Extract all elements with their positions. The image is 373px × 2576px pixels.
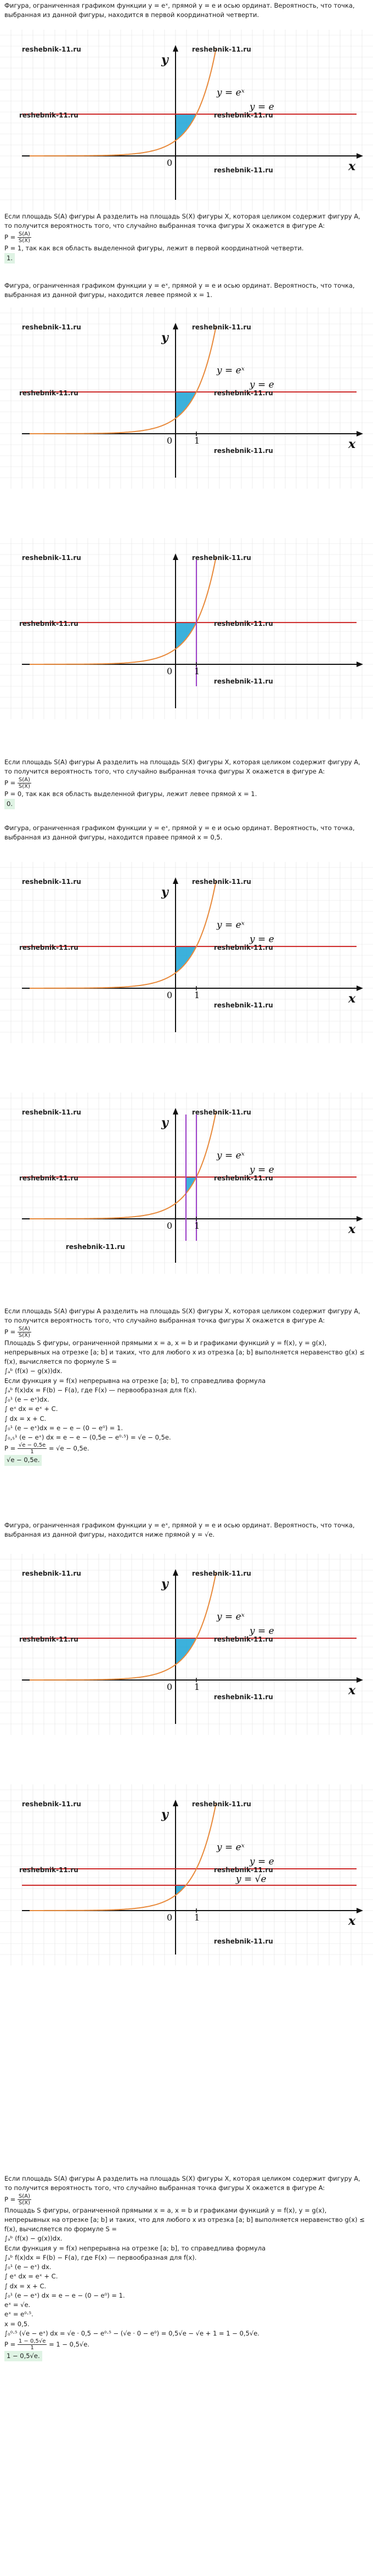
- figure-a: [0, 30, 373, 211]
- figure-d1: [0, 1554, 373, 1735]
- watermark: reshebnik-11.ru: [214, 447, 273, 455]
- solution-line: ∫₀¹ (e − eˣ)dx = e − e − (0 − e⁰) = 1.: [4, 1424, 123, 1432]
- p-tail: = √e − 0,5e.: [48, 1444, 89, 1453]
- plot-d1: [19, 1569, 363, 1724]
- line-label: y = e: [250, 379, 274, 390]
- curve-label: y = eˣ: [217, 1150, 245, 1161]
- line2-label: y = √e: [236, 1873, 267, 1885]
- x-axis-label: x: [348, 992, 356, 1006]
- watermark: reshebnik-11.ru: [214, 1636, 273, 1643]
- watermark: reshebnik-11.ru: [66, 1243, 125, 1251]
- watermark: reshebnik-11.ru: [214, 620, 273, 628]
- fraction-den: S(X): [18, 2199, 30, 2206]
- p-num: 1 − 0,5√e: [18, 2338, 46, 2344]
- fraction: [18, 777, 31, 789]
- origin-label: 0: [167, 1220, 173, 1231]
- curve-exp: [30, 1111, 216, 1219]
- formula: [4, 231, 366, 244]
- watermark: reshebnik-11.ru: [214, 1937, 273, 1945]
- watermark: reshebnik-11.ru: [214, 1174, 273, 1182]
- answer-d: 1 − 0,5√e.: [4, 2351, 42, 2361]
- watermark: reshebnik-11.ru: [19, 389, 78, 397]
- solution-line: ∫ₐᵇ (f(x) − g(x))dx.: [4, 1367, 63, 1375]
- curve-exp: [30, 1802, 216, 1911]
- explanation-text: Если площадь S(A) фигуры A разделить на площадь S(X) фигуры X, которая целиком содержит фигуру A, то получится вероятность того, что случайно выбранная точка фигуры X окажется в фигуре A:: [4, 2175, 360, 2192]
- tick-label: 1: [194, 1682, 200, 1692]
- watermark: reshebnik-11.ru: [214, 677, 273, 685]
- solution-line: ∫₀⁰·⁵ (√e − eˣ) dx = √e · 0,5 − e⁰·⁵ − (√e · 0 − e⁰) = 0,5√e − √e + 1 = 1 − 0,5√e.: [4, 2329, 259, 2337]
- solution-line: ∫ eˣ dx = eˣ + C.: [4, 2272, 58, 2281]
- figure-c1: [0, 862, 373, 1043]
- solution-line: eˣ = e⁰·⁵.: [4, 2310, 33, 2319]
- watermark: reshebnik-11.ru: [192, 1108, 251, 1116]
- watermark: reshebnik-11.ru: [214, 166, 273, 174]
- origin-label: 0: [167, 666, 173, 676]
- p-fraction: [18, 2338, 47, 2351]
- shaded-region: [176, 1638, 196, 1665]
- tick-label: 1: [194, 1220, 200, 1231]
- x-axis-label: x: [348, 159, 356, 173]
- origin-label: 0: [167, 1912, 173, 1923]
- watermark: reshebnik-11.ru: [22, 554, 81, 562]
- line-label: y = e: [250, 1856, 274, 1867]
- tick-label: 1: [194, 666, 200, 676]
- solution-line: ∫ₐᵇ (f(x) − g(x))dx.: [4, 2235, 63, 2243]
- fraction: [18, 1326, 31, 1339]
- curve-exp: [30, 326, 216, 434]
- y-axis-label: y: [161, 1116, 168, 1130]
- x-axis-label: x: [348, 1914, 356, 1928]
- problem-c: [4, 824, 366, 843]
- watermark: reshebnik-11.ru: [214, 1866, 273, 1874]
- solution-line: x = 0,5.: [4, 2320, 30, 2328]
- solution-line: ∫ dx = x + C.: [4, 2282, 47, 2290]
- solution-line: ∫₀¹ (e − eˣ) dx = e − e − (0 − e⁰) = 1.: [4, 2291, 125, 2299]
- formula-prefix: P =: [4, 1328, 16, 1336]
- solution-line: Площадь S фигуры, ограниченной прямыми x = a, x = b и графиками функций y = f(x), y = g(x), непрерывных на отрезке [a; b] и таких, что для любого x из отрезка [a; b] выполняется неравенство g(x) ≤ f(x), вычисляется по формуле S =: [4, 1339, 365, 1365]
- fraction-den: S(X): [18, 1332, 30, 1339]
- solution-line: ∫₀¹ (e − eˣ)dx.: [4, 1396, 49, 1403]
- tick-label: 1: [194, 435, 200, 446]
- fraction-num: S(A): [18, 1326, 31, 1332]
- watermark: reshebnik-11.ru: [19, 1174, 78, 1182]
- curve-label: y = eˣ: [217, 1611, 245, 1622]
- curve-exp: [30, 1572, 216, 1680]
- plot-a: [19, 45, 363, 200]
- answer-b: 0.: [4, 799, 15, 809]
- line-label: y = e: [250, 933, 274, 945]
- watermark: reshebnik-11.ru: [22, 46, 81, 53]
- p-label: P =: [4, 2340, 16, 2348]
- shaded-region: [176, 392, 196, 418]
- p-den: 1: [30, 2345, 34, 2351]
- formula: [4, 1326, 366, 1339]
- watermark: reshebnik-11.ru: [22, 323, 81, 331]
- fraction: [18, 2193, 31, 2206]
- plot-c1: [19, 877, 363, 1032]
- fraction-num: S(A): [18, 231, 31, 238]
- problem-b-explanation: [4, 758, 366, 809]
- watermark: reshebnik-11.ru: [192, 554, 251, 562]
- watermark: reshebnik-11.ru: [19, 1636, 78, 1643]
- watermark: reshebnik-11.ru: [214, 111, 273, 119]
- watermark: reshebnik-11.ru: [19, 944, 78, 951]
- watermark: reshebnik-11.ru: [214, 944, 273, 951]
- fraction: [18, 231, 31, 244]
- origin-label: 0: [167, 158, 173, 168]
- problem-c-text: Фигура, ограниченная графиком функции y = eˣ, прямой y = e и осью ординат. Вероятность, что точка, выбранная из данной фигуры, находится правее прямой x = 0,5.: [4, 824, 355, 842]
- p-tail: = 1 − 0,5√e.: [49, 2340, 89, 2348]
- watermark: reshebnik-11.ru: [19, 1866, 78, 1874]
- watermark: reshebnik-11.ru: [22, 1800, 81, 1808]
- watermark: reshebnik-11.ru: [192, 323, 251, 331]
- curve-exp: [30, 880, 216, 988]
- problem-b-text: Фигура, ограниченная графиком функции y = eˣ, прямой y = e и осью ординат. Вероятность, что точка, выбранная из данной фигуры, находится левее прямой x = 1.: [4, 282, 355, 299]
- watermark: reshebnik-11.ru: [214, 389, 273, 397]
- shaded-region: [176, 114, 196, 141]
- watermark: reshebnik-11.ru: [192, 1570, 251, 1577]
- watermark: reshebnik-11.ru: [214, 1693, 273, 1701]
- watermark: reshebnik-11.ru: [19, 111, 78, 119]
- solution-line: ∫ₐᵇ f(x)dx = F(b) − F(a), где F(x) — первообразная для f(x).: [4, 2253, 197, 2261]
- explanation-text: Если площадь S(A) фигуры A разделить на площадь S(X) фигуры X, которая целиком содержит фигуру A, то получится вероятность того, что случайно выбранная точка фигуры X окажется в фигуре A:: [4, 758, 360, 776]
- problem-b: [4, 281, 366, 300]
- problem-c-solution: [4, 1307, 366, 1466]
- x-axis-label: x: [348, 437, 356, 451]
- watermark: reshebnik-11.ru: [192, 1800, 251, 1808]
- curve-label: y = eˣ: [217, 87, 245, 98]
- line-label: y = e: [250, 1164, 274, 1175]
- solution-line: Если функция y = f(x) непрерывна на отрезке [a; b], то справедлива формула: [4, 2244, 266, 2252]
- figure-c2: [0, 1093, 373, 1274]
- watermark: reshebnik-11.ru: [22, 1108, 81, 1116]
- solution-line: Если функция y = f(x) непрерывна на отрезке [a; b], то справедлива формула: [4, 1376, 266, 1385]
- p-den: 1: [30, 1449, 34, 1455]
- conclusion: P = 1, так как вся область выделенной фигуры, лежит в первой координатной четверти.: [4, 244, 304, 252]
- solution-line: ∫₀¹ (e − eˣ) dx.: [4, 2263, 52, 2271]
- explanation-text: Если площадь S(A) фигуры A разделить на площадь S(X) фигуры X, которая целиком содержит фигуру A, то получится вероятность того, что случайно выбранная точка фигуры X окажется в фигуре A:: [4, 1307, 360, 1325]
- watermark: reshebnik-11.ru: [19, 620, 78, 628]
- formula-prefix: P =: [4, 2195, 16, 2203]
- problem-a-text: Фигура, ограниченная графиком функции y = eˣ, прямой y = e и осью ординат. Вероятность, что точка, выбранная из данной фигуры, находится в первой координатной четверти.: [4, 2, 355, 19]
- p-formula: [4, 1442, 366, 1455]
- y-axis-label: y: [161, 1577, 168, 1591]
- solution-line: Площадь S фигуры, ограниченной прямыми x = a, x = b и графиками функций y = f(x), y = g(x), непрерывных на отрезке [a; b] и таких, что для любого x из отрезка [a; b] выполняется неравенство g(x) ≤ f(x), вычисляется по формуле S =: [4, 2206, 365, 2233]
- solution-line: eˣ = √e.: [4, 2301, 31, 2309]
- curve-label: y = eˣ: [217, 920, 245, 931]
- solution-line: ∫ₐᵇ f(x)dx = F(b) − F(a), где F(x) — первообразная для f(x).: [4, 1386, 197, 1394]
- tick-label: 1: [194, 1912, 200, 1923]
- explanation-text: Если площадь S(A) фигуры A разделить на площадь S(X) фигуры X, которая целиком содержит фигуру A, то получится вероятность того, что случайно выбранная точка фигуры X окажется в фигуре A:: [4, 212, 360, 230]
- curve-exp: [30, 556, 216, 664]
- formula: [4, 777, 366, 789]
- p-label: P =: [4, 1444, 16, 1453]
- origin-label: 0: [167, 1682, 173, 1692]
- watermark: reshebnik-11.ru: [214, 1001, 273, 1009]
- y-axis-label: y: [161, 331, 168, 345]
- grid: [0, 1784, 373, 1965]
- plot-d2: [19, 1800, 363, 1955]
- x-axis-label: x: [348, 1683, 356, 1698]
- origin-label: 0: [167, 990, 173, 1000]
- line-label: y = e: [250, 1625, 274, 1637]
- problem-d-text: Фигура, ограниченная графиком функции y = eˣ, прямой y = e и осью ординат. Вероятность, что точка, выбранная из данной фигуры, находится ниже прямой y = √e.: [4, 1521, 355, 1539]
- problem-a: [4, 1, 366, 20]
- solution-line: ∫ eˣ dx = eˣ + C.: [4, 1405, 58, 1413]
- solution-line: ∫ dx = x + C.: [4, 1414, 47, 1423]
- y-axis-label: y: [161, 1807, 168, 1822]
- watermark: reshebnik-11.ru: [192, 878, 251, 886]
- plot-b2: [19, 553, 363, 708]
- fraction-den: S(X): [18, 237, 30, 244]
- shaded-region: [176, 623, 196, 649]
- formula: [4, 2193, 366, 2206]
- problem-d: [4, 1521, 366, 1540]
- problem-d-solution: [4, 2174, 366, 2361]
- p-num: √e − 0,5e: [18, 1442, 46, 1449]
- answer-c: √e − 0,5e.: [4, 1455, 42, 1465]
- line-label: y = e: [250, 101, 274, 113]
- figure-d2: [0, 1784, 373, 1965]
- watermark: reshebnik-11.ru: [22, 878, 81, 886]
- watermark: reshebnik-11.ru: [22, 1570, 81, 1577]
- x-axis-label: x: [348, 1222, 356, 1236]
- y-axis-label: y: [161, 885, 168, 899]
- problem-a-explanation: [4, 212, 366, 264]
- fraction-den: S(X): [18, 783, 30, 789]
- figure-b1: [0, 307, 373, 489]
- curve-exp: [30, 48, 216, 156]
- answer-a: 1.: [4, 253, 15, 264]
- formula-prefix: P =: [4, 233, 16, 241]
- origin-label: 0: [167, 435, 173, 446]
- tick-label: 1: [194, 990, 200, 1000]
- plot-c2: [19, 1108, 363, 1263]
- p-fraction: [18, 1442, 47, 1455]
- formula-prefix: P =: [4, 779, 16, 787]
- fraction-num: S(A): [18, 777, 31, 783]
- figure-b2: [0, 538, 373, 719]
- conclusion: P = 0, так как вся область выделенной фигуры, лежит левее прямой x = 1.: [4, 789, 257, 798]
- curve-label: y = eˣ: [217, 365, 245, 376]
- y-axis-label: y: [161, 53, 168, 67]
- p-formula: [4, 2338, 366, 2351]
- fraction-num: S(A): [18, 2193, 31, 2200]
- shaded-region: [176, 947, 196, 973]
- solution-line: ∫₀,₅¹ (e − eˣ) dx = e − e − (0,5e − e⁰·⁵) = √e − 0,5e.: [4, 1433, 171, 1441]
- watermark: reshebnik-11.ru: [192, 46, 251, 53]
- curve-label: y = eˣ: [217, 1842, 245, 1853]
